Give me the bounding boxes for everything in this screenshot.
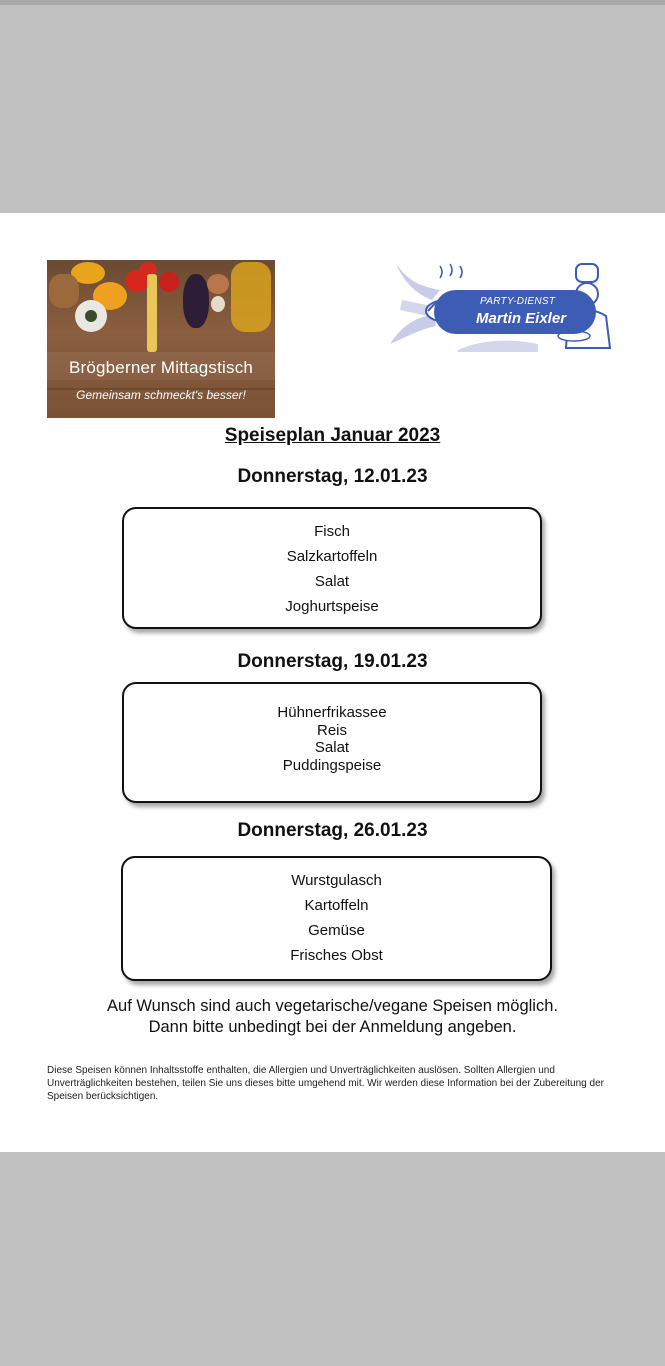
- dish-item: Salat: [314, 573, 350, 590]
- dish-item: Hühnerfrikassee: [277, 704, 387, 721]
- chef-hat-icon: [576, 264, 598, 282]
- dish-item: Kartoffeln: [304, 897, 369, 914]
- logo-line-1: PARTY-DIENST: [480, 296, 556, 307]
- dish-item: Frisches Obst: [290, 947, 383, 964]
- banner-subtitle: Gemeinsam schmeckt's besser!: [76, 388, 246, 402]
- day-heading-3: Donnerstag, 26.01.23: [237, 820, 428, 841]
- menu-box-1: [122, 507, 542, 629]
- dish-item: Reis: [316, 721, 347, 739]
- banner-title: Brögberner Mittagstisch: [68, 358, 254, 377]
- dish-item: Puddingspeise: [282, 756, 382, 774]
- notice-line-1: Auf Wunsch sind auch vegetarische/vegane Speisen möglich.: [107, 997, 558, 1015]
- dish-item: Wurstgulasch: [291, 872, 382, 889]
- menu-box-3: [121, 856, 552, 981]
- oil-bottle-icon: [231, 262, 271, 332]
- day-heading-2: Donnerstag, 19.01.23: [237, 651, 428, 672]
- mittagstisch-banner-image: [47, 260, 275, 418]
- tomato-icon-2: [159, 272, 179, 292]
- dish-item: Joghurtspeise: [285, 598, 379, 615]
- top-edge: [0, 0, 665, 5]
- bread-icon: [49, 274, 79, 308]
- logo-line-2: Martin Eixler: [476, 310, 567, 327]
- menu-title: Speiseplan Januar 2023: [224, 425, 441, 446]
- spaghetti-icon: [147, 274, 157, 352]
- onion-icon: [207, 274, 229, 294]
- day-heading-1: Donnerstag, 12.01.23: [237, 466, 428, 487]
- notice-line-2: Dann bitte unbedingt bei der Anmeldung angeben.: [148, 1018, 517, 1036]
- menu-document: [0, 213, 665, 1152]
- dish-item: Salzkartoffeln: [286, 548, 378, 565]
- dish-item: Fisch: [314, 523, 350, 540]
- dish-item: Gemüse: [308, 922, 365, 939]
- eggplant-icon: [183, 274, 209, 328]
- party-dienst-logo: [388, 260, 618, 352]
- garlic-icon: [211, 296, 225, 312]
- menu-box-2: [122, 682, 542, 803]
- allergy-disclaimer: Diese Speisen können Inhaltsstoffe enthalten, die Allergien und Unverträglichkeiten auslösen. Sollten Allergien und Unverträglichkeiten bestehen, teilen Sie uns dieses bitte umgehend mit. Wir werden diese Information bei der Zubereitung der Speisen berücksichtigen.: [47, 1065, 604, 1102]
- dish-item: Salat: [314, 739, 350, 756]
- olive-icon: [85, 310, 97, 322]
